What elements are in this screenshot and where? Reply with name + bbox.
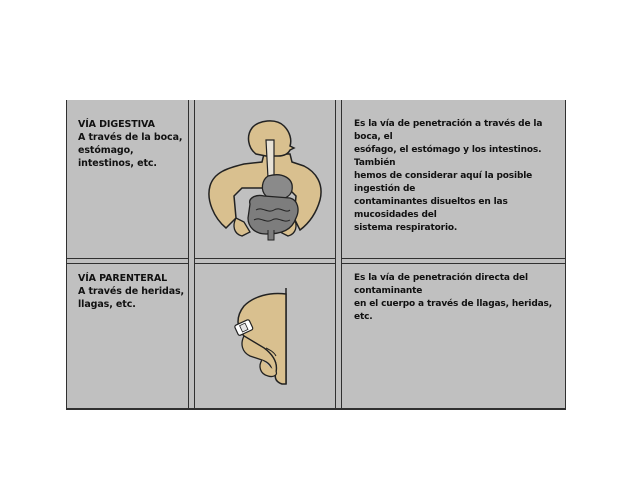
table-frame bbox=[66, 100, 566, 410]
route-description bbox=[354, 118, 562, 235]
row-divider bbox=[341, 258, 565, 259]
description-line: en el cuerpo a través de llagas, heridas, etc. bbox=[354, 299, 553, 322]
row-divider bbox=[194, 263, 335, 264]
route-description bbox=[354, 272, 562, 324]
route-subtitle: llagas, etc. bbox=[78, 299, 136, 310]
route-subtitle: intestinos, etc. bbox=[78, 158, 157, 169]
row-divider bbox=[66, 263, 188, 264]
bandaged-arm-icon bbox=[224, 288, 328, 388]
route-subtitle: estómago, bbox=[78, 145, 134, 156]
digestive-system-icon bbox=[204, 118, 328, 254]
column-divider bbox=[66, 100, 67, 408]
route-title: VÍA DIGESTIVA bbox=[78, 119, 155, 130]
description-line: Es la vía de penetración directa del contaminante bbox=[354, 273, 528, 296]
description-line: contaminantes disueltos en las mucosidades del bbox=[354, 197, 508, 220]
route-subtitle: A través de la boca, bbox=[78, 132, 183, 143]
column-divider bbox=[194, 100, 195, 408]
row-divider bbox=[66, 258, 188, 259]
description-line: Es la vía de penetración a través de la boca, el bbox=[354, 119, 543, 142]
column-divider bbox=[341, 100, 342, 408]
row-divider bbox=[341, 263, 565, 264]
description-line: sistema respiratorio. bbox=[354, 223, 458, 233]
description-line: esófago, el estómago y los intestinos. También bbox=[354, 145, 542, 168]
column-divider bbox=[335, 100, 336, 408]
description-line: hemos de considerar aquí la posible ingestión de bbox=[354, 171, 533, 194]
row-digestive-route-label bbox=[78, 118, 186, 170]
route-title: VÍA PARENTERAL bbox=[78, 273, 168, 284]
column-divider bbox=[188, 100, 189, 408]
column-divider bbox=[565, 100, 566, 408]
route-subtitle: A través de heridas, bbox=[78, 286, 185, 297]
row-divider bbox=[194, 258, 335, 259]
row-parenteral-route-label bbox=[78, 272, 186, 311]
